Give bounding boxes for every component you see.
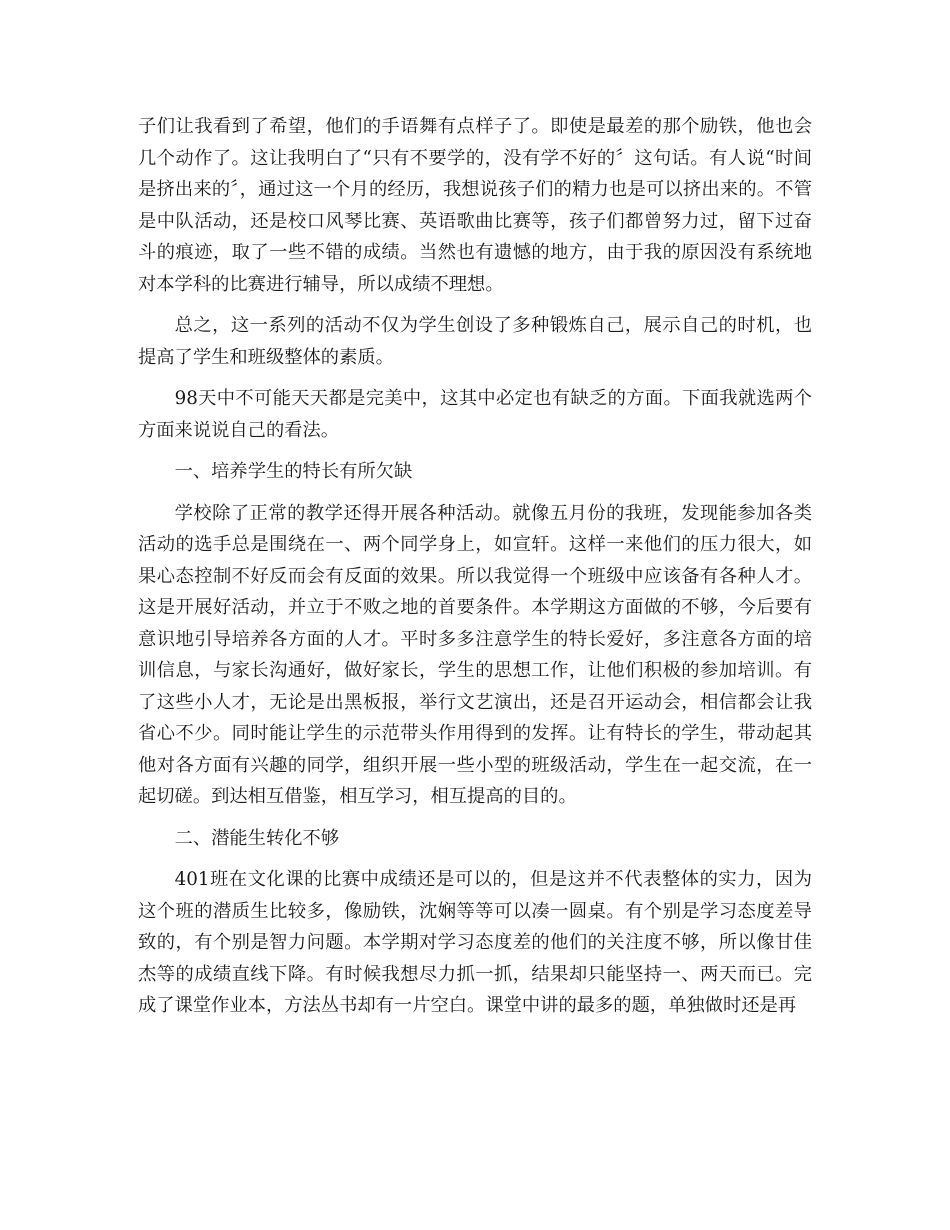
paragraph-3: 98天中不可能天天都是完美中，这其中必定也有缺乏的方面。下面我就选两个方面来说说自己的看法。 [138, 388, 812, 441]
paragraph-2: 总之，这一系列的活动不仅为学生创设了多种锻炼自己，展示自己的时机，也提高了学生和班级整体的素质。 [138, 315, 812, 368]
section-heading-1: 一、培养学生的特长有所欠缺 [174, 461, 413, 482]
paragraph-4: 学校除了正常的教学还得开展各种活动。就像五月份的我班，发现能参加各类活动的选手总是围绕在一、两个同学身上，如宣轩。这样一来他们的压力很大，如果心态控制不好反而会有反面的效果。所以我觉得一个班级中应该备有各种人才。这是开展好活动，并立于不败之地的首要条件。本学期这方面做的不够，今后要有意识地引导培养各方面的人才。平时多多注意学生的特长爱好，多注意各方面的培训信息，与家长沟通好，做好家长，学生的思想工作，让他们积极的参加培训。有了这些小人才，无论是出黑板报，举行文艺演出，还是召开运动会，相信都会让我省心不少。同时能让学生的示范带头作用得到的发挥。让有特长的学生，带动起其他对各方面有兴趣的同学，组织开展一些小型的班级活动，学生在一起交流，在一起切磋。到达相互借鉴，相互学习，相互提高的目的。 [138, 502, 812, 807]
paragraph-1: 子们让我看到了希望，他们的手语舞有点样子了。即使是最差的那个励铁，他也会几个动作了。这让我明白了“只有不要学的，没有学不好的〞这句话。有人说“时间是挤出来的〞，通过这一个月的经历，我想说孩子们的精力也是可以挤出来的。不管是中队活动，还是校口风琴比赛、英语歌曲比赛等，孩子们都曾努力过，留下过奋斗的痕迹，取了一些不错的成绩。当然也有遗憾的地方，由于我的原因没有系统地对本学科的比赛进行辅导，所以成绩不理想。 [138, 116, 812, 295]
document-body [138, 111, 812, 1032]
paragraph-5: 401班在文化课的比赛中成绩还是可以的，但是这并不代表整体的实力，因为这个班的潜质生比较多，像励铁，沈娴等等可以凑一圆桌。有个别是学习态度差导致的，有个别是智力问题。本学期对学习态度差的他们的关注度不够，所以像甘佳杰等的成绩直线下降。有时候我想尽力抓一抓，结果却只能坚持一、两天而已。完成了课堂作业本，方法丛书却有一片空白。课堂中讲的最多的题，单独做时还是再 [138, 869, 812, 1016]
section-heading-2: 二、潜能生转化不够 [174, 827, 340, 849]
